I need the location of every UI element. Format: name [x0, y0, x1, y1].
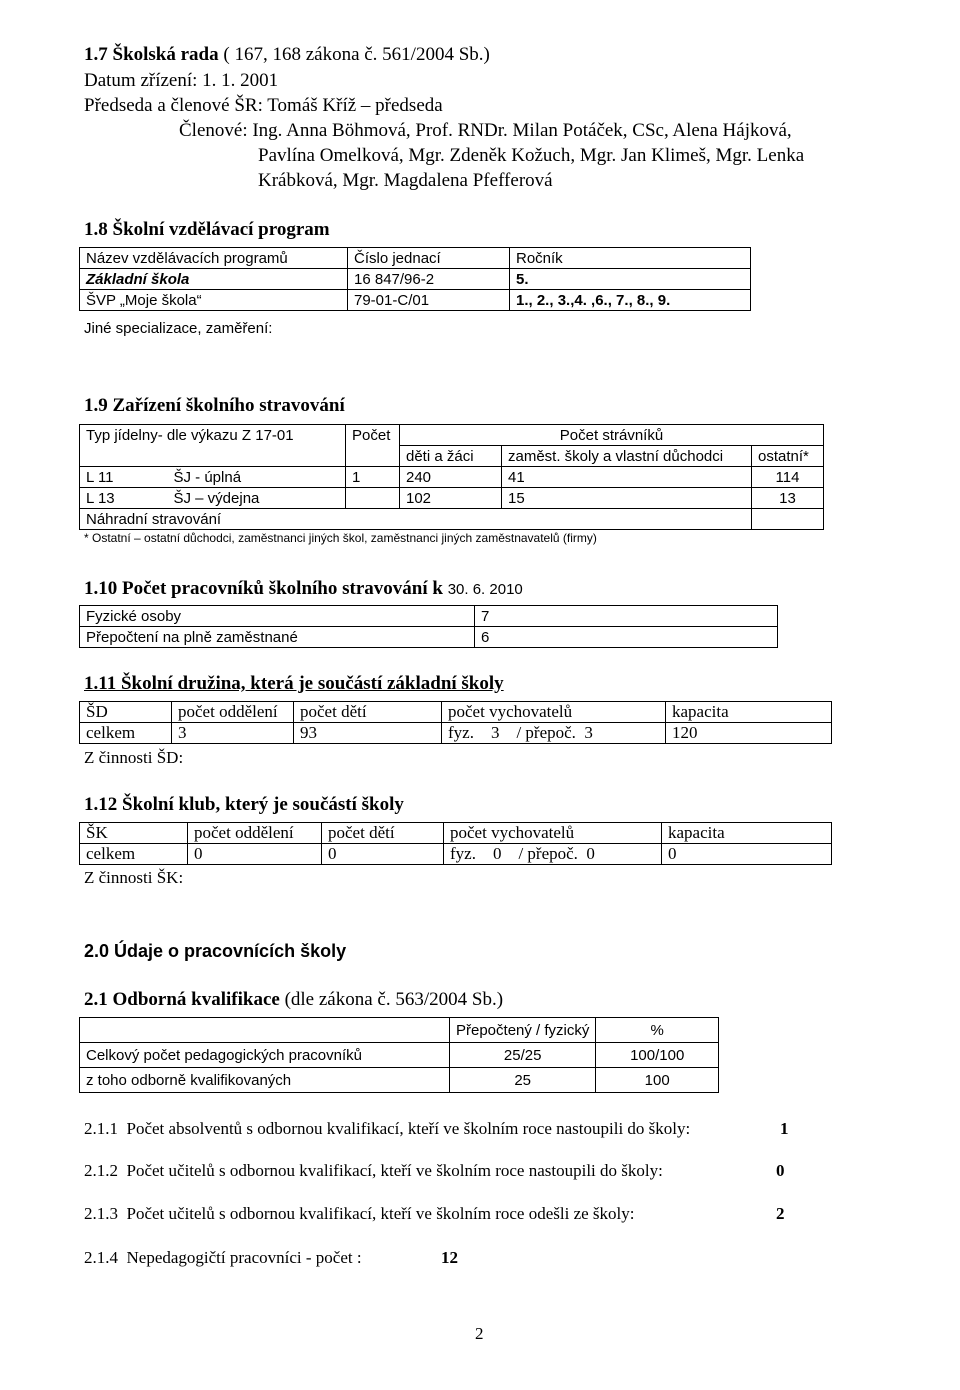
program-table	[79, 247, 751, 311]
table-cell: 114	[752, 467, 824, 488]
activities-label: Z činnosti ŠK:	[84, 868, 184, 887]
section-1-9-title: 1.9 Zařízení školního stravování	[84, 395, 345, 416]
table-cell: 15	[502, 488, 752, 509]
table-header: Název vzdělávacích programů	[80, 248, 348, 269]
table-header: počet oddělení	[172, 702, 294, 723]
table-header: Počet strávníků	[400, 425, 824, 446]
item-2-1-3: 2.1.3 Počet učitelů s odbornou kvalifikací, kteří ve školním roce odešli ze školy:	[84, 1204, 635, 1223]
table-header: Přepočtený / fyzický	[450, 1018, 596, 1043]
table-row	[80, 723, 832, 744]
table-header: ostatní*	[752, 446, 824, 467]
table-cell: 5.	[510, 269, 751, 290]
table-cell: 93	[294, 723, 442, 744]
canteen-staff-table	[79, 605, 778, 648]
table-row	[80, 606, 778, 627]
table-row	[80, 1068, 719, 1093]
table-cell: 100	[596, 1068, 719, 1093]
activities-label: Z činnosti ŠD:	[84, 748, 184, 767]
item-2-1-2-value: 0	[776, 1161, 785, 1180]
table-header-row	[80, 1018, 719, 1043]
table-cell: Fyzické osoby	[80, 606, 475, 627]
section-1-7-title: 1.7 Školská rada ( 167, 168 zákona č. 561/2004 Sb.)	[84, 44, 490, 65]
table-cell: Celkový počet pedagogických pracovníků	[80, 1043, 450, 1068]
table-cell: 1., 2., 3.,4. ,6., 7., 8., 9.	[510, 290, 751, 311]
section-1-12-title: 1.12 Školní klub, který je součástí školy	[84, 794, 404, 815]
table-header-row	[80, 425, 824, 446]
item-2-1-4-value: 12	[441, 1248, 458, 1267]
section-2-0-title: 2.0 Údaje o pracovnících školy	[84, 941, 347, 961]
table-cell: celkem	[80, 723, 172, 744]
item-2-1-1: 2.1.1 Počet absolventů s odbornou kvalifikací, kteří ve školním roce nastoupili do školy:	[84, 1119, 691, 1138]
table-header: kapacita	[666, 702, 832, 723]
table-header: děti a žáci	[400, 446, 502, 467]
table-cell: 0	[662, 844, 832, 865]
table-row	[80, 488, 824, 509]
table-cell: L 13	[80, 488, 168, 509]
founded-date: Datum zřízení: 1. 1. 2001	[84, 70, 279, 91]
canteen-table	[79, 424, 824, 530]
table-header: počet dětí	[322, 823, 444, 844]
table-cell: L 11	[80, 467, 168, 488]
other-specializations: Jiné specializace, zaměření:	[84, 320, 273, 337]
table-header: Typ jídelny- dle výkazu Z 17-01	[80, 425, 346, 446]
board-members-line: Pavlína Omelková, Mgr. Zdeněk Kožuch, Mgr. Jan Klimeš, Mgr. Lenka	[258, 145, 805, 166]
table-header-row	[80, 823, 832, 844]
table-cell: 16 847/96-2	[348, 269, 510, 290]
table-cell: 25/25	[450, 1043, 596, 1068]
table-cell: 1	[346, 467, 400, 488]
item-2-1-1-value: 1	[780, 1119, 789, 1138]
section-1-8-title: 1.8 Školní vzdělávací program	[84, 219, 330, 240]
table-cell: ŠJ - úplná	[168, 467, 346, 488]
table-row	[80, 290, 751, 311]
table-cell: 13	[752, 488, 824, 509]
table-header: Ročník	[510, 248, 751, 269]
table-cell: 240	[400, 467, 502, 488]
board-members-line: Členové: Ing. Anna Böhmová, Prof. RNDr. Milan Potáček, CSc, Alena Hájková,	[179, 120, 792, 141]
table-cell: 120	[666, 723, 832, 744]
qualification-table	[79, 1017, 719, 1093]
item-2-1-3-value: 2	[776, 1204, 785, 1223]
item-2-1-2: 2.1.2 Počet učitelů s odbornou kvalifikací, kteří ve školním roce nastoupili do školy:	[84, 1161, 663, 1180]
footnote: * Ostatní – ostatní důchodci, zaměstnanci jiných škol, zaměstnanci jiných zaměstnavatelů (firmy)	[84, 531, 597, 545]
table-header: ŠD	[80, 702, 172, 723]
table-cell: 3	[172, 723, 294, 744]
table-row	[80, 269, 751, 290]
table-cell: 7	[475, 606, 778, 627]
table-cell: fyz. 3 / přepoč. 3	[442, 723, 666, 744]
section-1-11-title: 1.11 Školní družina, která je součástí základní školy	[84, 673, 504, 694]
section-2-1-title: 2.1 Odborná kvalifikace (dle zákona č. 563/2004 Sb.)	[84, 989, 504, 1010]
table-cell: 102	[400, 488, 502, 509]
after-school-club-table	[79, 701, 832, 744]
table-cell: 0	[188, 844, 322, 865]
table-header: počet vychovatelů	[444, 823, 662, 844]
table-cell: Přepočtení na plně zaměstnané	[80, 627, 475, 648]
table-subheader-row	[80, 446, 824, 467]
table-header: %	[596, 1018, 719, 1043]
table-cell: 0	[322, 844, 444, 865]
table-cell: Základní škola	[80, 269, 348, 290]
table-header: ŠK	[80, 823, 188, 844]
table-header: kapacita	[662, 823, 832, 844]
table-cell: fyz. 0 / přepoč. 0	[444, 844, 662, 865]
table-header-row	[80, 702, 832, 723]
table-cell: z toho odborně kvalifikovaných	[80, 1068, 450, 1093]
table-row	[80, 509, 824, 530]
table-cell: 79-01-C/01	[348, 290, 510, 311]
table-cell: 100/100	[596, 1043, 719, 1068]
page-number: 2	[475, 1324, 484, 1343]
board-members-line: Krábková, Mgr. Magdalena Pfefferová	[258, 170, 553, 191]
table-header: počet dětí	[294, 702, 442, 723]
table-header	[80, 1018, 450, 1043]
table-cell: celkem	[80, 844, 188, 865]
table-cell: 6	[475, 627, 778, 648]
table-header: počet oddělení	[188, 823, 322, 844]
table-header: Počet	[346, 425, 400, 446]
table-cell: 41	[502, 467, 752, 488]
table-header: zaměst. školy a vlastní důchodci	[502, 446, 752, 467]
table-header: Číslo jednací	[348, 248, 510, 269]
table-cell	[346, 488, 400, 509]
school-club-table	[79, 822, 832, 865]
table-row	[80, 467, 824, 488]
table-cell: 25	[450, 1068, 596, 1093]
table-cell: ŠVP „Moje škola“	[80, 290, 348, 311]
table-cell: Náhradní stravování	[80, 509, 752, 530]
board-chair: Předseda a členové ŠR: Tomáš Kříž – předseda	[84, 95, 443, 116]
table-row	[80, 844, 832, 865]
item-2-1-4: 2.1.4 Nepedagogičtí pracovníci - počet :	[84, 1248, 362, 1267]
table-cell: ŠJ – výdejna	[168, 488, 346, 509]
table-header-row	[80, 248, 751, 269]
section-1-10-title: 1.10 Počet pracovníků školního stravování k 30. 6. 2010	[84, 578, 523, 599]
table-header: počet vychovatelů	[442, 702, 666, 723]
table-row	[80, 1043, 719, 1068]
table-row	[80, 627, 778, 648]
